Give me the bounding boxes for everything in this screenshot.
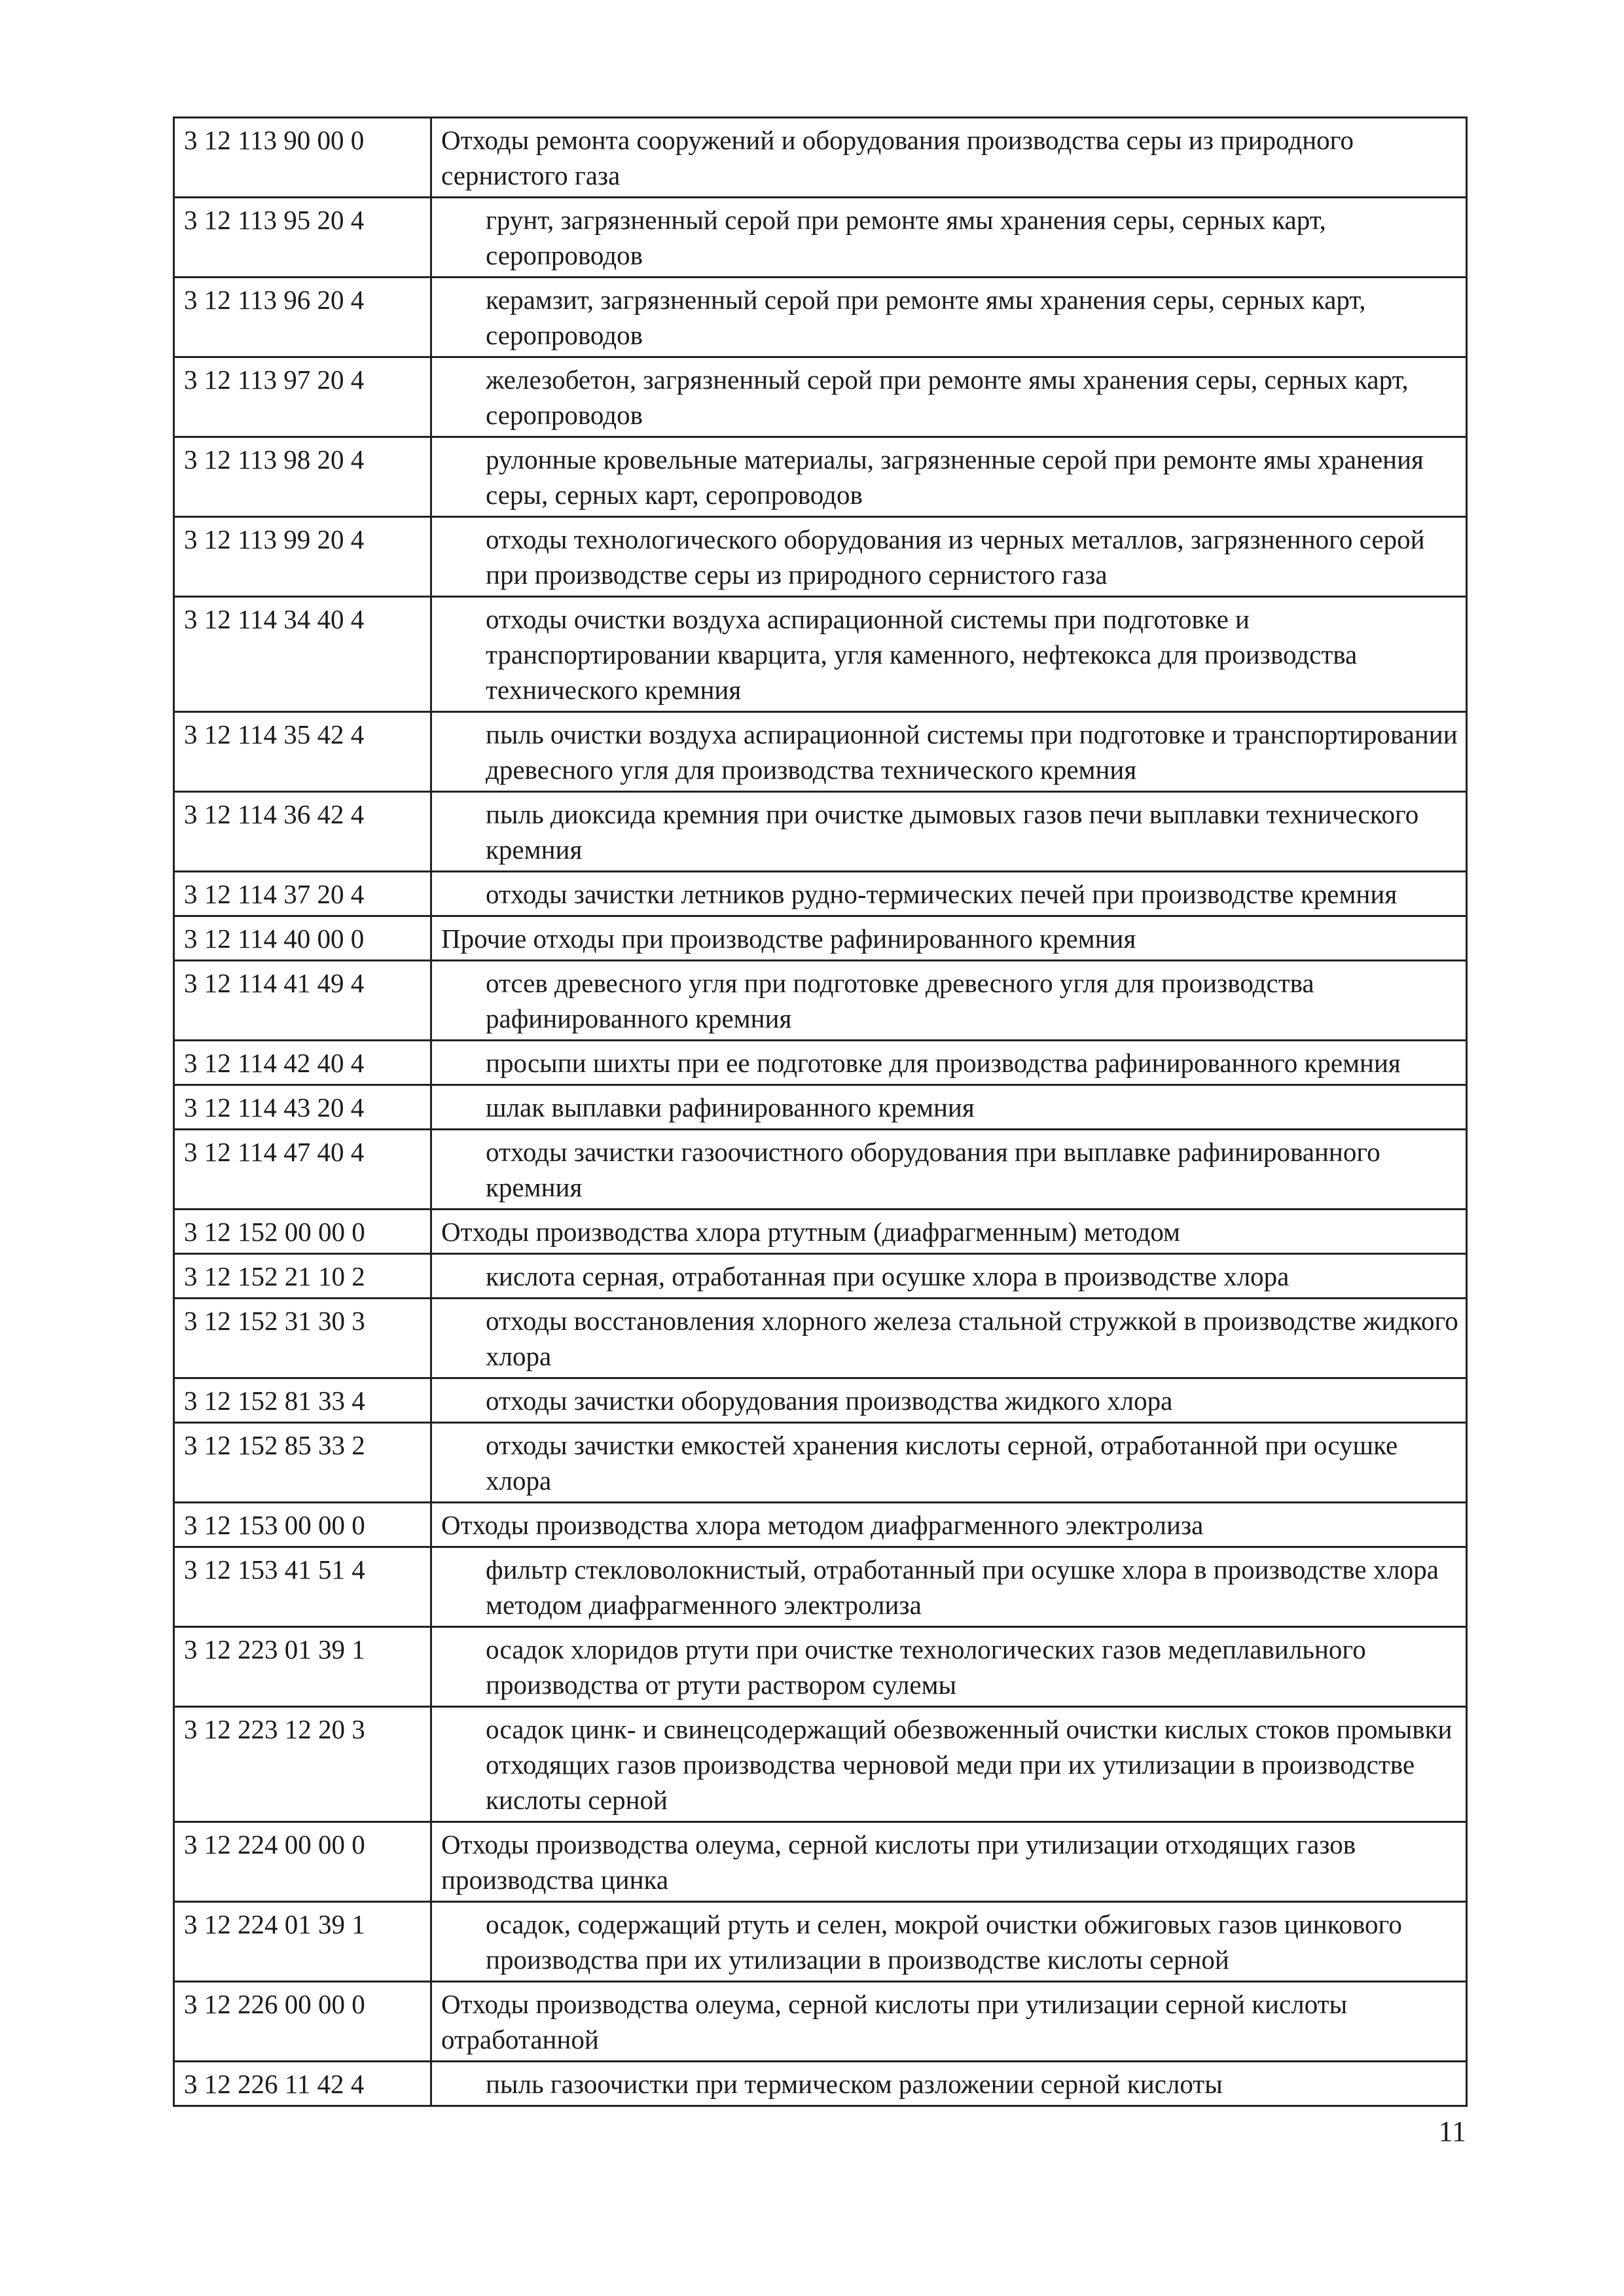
table-row: [174, 916, 1467, 961]
table-row: [174, 1822, 1467, 1902]
item-description-cell: рулонные кровельные материалы, загрязненные серой при ремонте ямы хранения серы, серных карт, серопроводов: [431, 437, 1467, 517]
waste-code-cell: 3 12 113 95 20 4: [174, 198, 431, 278]
waste-code-cell: 3 12 152 81 33 4: [174, 1378, 431, 1423]
item-description-cell: пыль диоксида кремния при очистке дымовых газов печи выплавки технического кремния: [431, 792, 1467, 872]
table-row: [174, 1982, 1467, 2062]
table-row: [174, 2062, 1467, 2106]
item-description-cell: отходы зачистки оборудования производства жидкого хлора: [431, 1378, 1467, 1423]
item-description-cell: осадок хлоридов ртути при очистке технологических газов медеплавильного производства от ртути раствором сулемы: [431, 1627, 1467, 1707]
table-row: [174, 1085, 1467, 1130]
waste-code-cell: 3 12 114 41 49 4: [174, 961, 431, 1041]
table-row: [174, 437, 1467, 517]
waste-code-cell: 3 12 113 97 20 4: [174, 357, 431, 437]
table-row: [174, 1627, 1467, 1707]
group-description-cell: Отходы производства хлора ртутным (диафрагменным) методом: [431, 1210, 1467, 1254]
waste-classifier-table: [173, 117, 1468, 2107]
item-description-cell: железобетон, загрязненный серой при ремонте ямы хранения серы, серных карт, серопроводов: [431, 357, 1467, 437]
waste-code-cell: 3 12 152 31 30 3: [174, 1299, 431, 1378]
waste-code-cell: 3 12 152 00 00 0: [174, 1210, 431, 1254]
waste-code-cell: 3 12 114 35 42 4: [174, 712, 431, 792]
waste-code-cell: 3 12 113 98 20 4: [174, 437, 431, 517]
waste-code-cell: 3 12 114 37 20 4: [174, 872, 431, 916]
item-description-cell: осадок цинк- и свинецсодержащий обезвоженный очистки кислых стоков промывки отходящих газов производства черновой меди при их утилизации в производстве кислоты серной: [431, 1707, 1467, 1822]
waste-code-cell: 3 12 114 42 40 4: [174, 1041, 431, 1085]
waste-code-cell: 3 12 114 34 40 4: [174, 597, 431, 712]
table-row: [174, 118, 1467, 198]
table-row: [174, 1423, 1467, 1503]
table-row: [174, 1547, 1467, 1627]
item-description-cell: керамзит, загрязненный серой при ремонте ямы хранения серы, серных карт, серопроводов: [431, 278, 1467, 357]
group-description-cell: Прочие отходы при производстве рафинированного кремния: [431, 916, 1467, 961]
group-description-cell: Отходы производства хлора методом диафрагменного электролиза: [431, 1503, 1467, 1547]
waste-code-cell: 3 12 153 41 51 4: [174, 1547, 431, 1627]
item-description-cell: отходы восстановления хлорного железа стальной стружкой в производстве жидкого хлора: [431, 1299, 1467, 1378]
group-description-cell: Отходы ремонта сооружений и оборудования производства серы из природного сернистого газа: [431, 118, 1467, 198]
item-description-cell: кислота серная, отработанная при осушке хлора в производстве хлора: [431, 1254, 1467, 1299]
item-description-cell: отходы зачистки емкостей хранения кислоты серной, отработанной при осушке хлора: [431, 1423, 1467, 1503]
waste-code-cell: 3 12 223 01 39 1: [174, 1627, 431, 1707]
table-row: [174, 712, 1467, 792]
group-description-cell: Отходы производства олеума, серной кислоты при утилизации серной кислоты отработанной: [431, 1982, 1467, 2062]
waste-code-cell: 3 12 226 00 00 0: [174, 1982, 431, 2062]
waste-code-cell: 3 12 152 85 33 2: [174, 1423, 431, 1503]
waste-code-cell: 3 12 114 40 00 0: [174, 916, 431, 961]
waste-code-cell: 3 12 114 43 20 4: [174, 1085, 431, 1130]
waste-code-cell: 3 12 153 00 00 0: [174, 1503, 431, 1547]
table-row: [174, 1378, 1467, 1423]
waste-code-cell: 3 12 113 99 20 4: [174, 517, 431, 597]
table-row: [174, 792, 1467, 872]
item-description-cell: отходы зачистки газоочистного оборудования при выплавке рафинированного кремния: [431, 1130, 1467, 1210]
waste-code-cell: 3 12 226 11 42 4: [174, 2062, 431, 2106]
table-row: [174, 597, 1467, 712]
table-row: [174, 1902, 1467, 1982]
item-description-cell: осадок, содержащий ртуть и селен, мокрой очистки обжиговых газов цинкового производства при их утилизации в производстве кислоты серной: [431, 1902, 1467, 1982]
waste-code-cell: 3 12 113 90 00 0: [174, 118, 431, 198]
table-row: [174, 517, 1467, 597]
table-row: [174, 1041, 1467, 1085]
table-body: [174, 118, 1467, 2106]
waste-code-cell: 3 12 152 21 10 2: [174, 1254, 431, 1299]
group-description-cell: Отходы производства олеума, серной кислоты при утилизации отходящих газов производства цинка: [431, 1822, 1467, 1902]
table-row: [174, 1707, 1467, 1822]
table-row: [174, 961, 1467, 1041]
item-description-cell: грунт, загрязненный серой при ремонте ямы хранения серы, серных карт, серопроводов: [431, 198, 1467, 278]
waste-code-cell: 3 12 223 12 20 3: [174, 1707, 431, 1822]
item-description-cell: фильтр стекловолокнистый, отработанный при осушке хлора в производстве хлора методом диафрагменного электролиза: [431, 1547, 1467, 1627]
item-description-cell: шлак выплавки рафинированного кремния: [431, 1085, 1467, 1130]
table-row: [174, 357, 1467, 437]
table-row: [174, 1254, 1467, 1299]
waste-code-cell: 3 12 224 01 39 1: [174, 1902, 431, 1982]
table-row: [174, 278, 1467, 357]
table-row: [174, 1299, 1467, 1378]
item-description-cell: пыль очистки воздуха аспирационной системы при подготовке и транспортировании древесного угля для производства технического кремния: [431, 712, 1467, 792]
waste-code-cell: 3 12 113 96 20 4: [174, 278, 431, 357]
waste-code-cell: 3 12 114 36 42 4: [174, 792, 431, 872]
item-description-cell: отходы зачистки летников рудно-термических печей при производстве кремния: [431, 872, 1467, 916]
item-description-cell: пыль газоочистки при термическом разложении серной кислоты: [431, 2062, 1467, 2106]
item-description-cell: отходы технологического оборудования из черных металлов, загрязненного серой при производстве серы из природного сернистого газа: [431, 517, 1467, 597]
table-row: [174, 1503, 1467, 1547]
waste-code-cell: 3 12 224 00 00 0: [174, 1822, 431, 1902]
item-description-cell: отходы очистки воздуха аспирационной системы при подготовке и транспортировании кварцита, угля каменного, нефтекокса для производства технического кремния: [431, 597, 1467, 712]
waste-code-cell: 3 12 114 47 40 4: [174, 1130, 431, 1210]
table-row: [174, 1210, 1467, 1254]
table-row: [174, 198, 1467, 278]
item-description-cell: отсев древесного угля при подготовке древесного угля для производства рафинированного кремния: [431, 961, 1467, 1041]
table-row: [174, 1130, 1467, 1210]
table-row: [174, 872, 1467, 916]
page-number: 11: [1438, 2115, 1466, 2147]
item-description-cell: просыпи шихты при ее подготовке для производства рафинированного кремния: [431, 1041, 1467, 1085]
